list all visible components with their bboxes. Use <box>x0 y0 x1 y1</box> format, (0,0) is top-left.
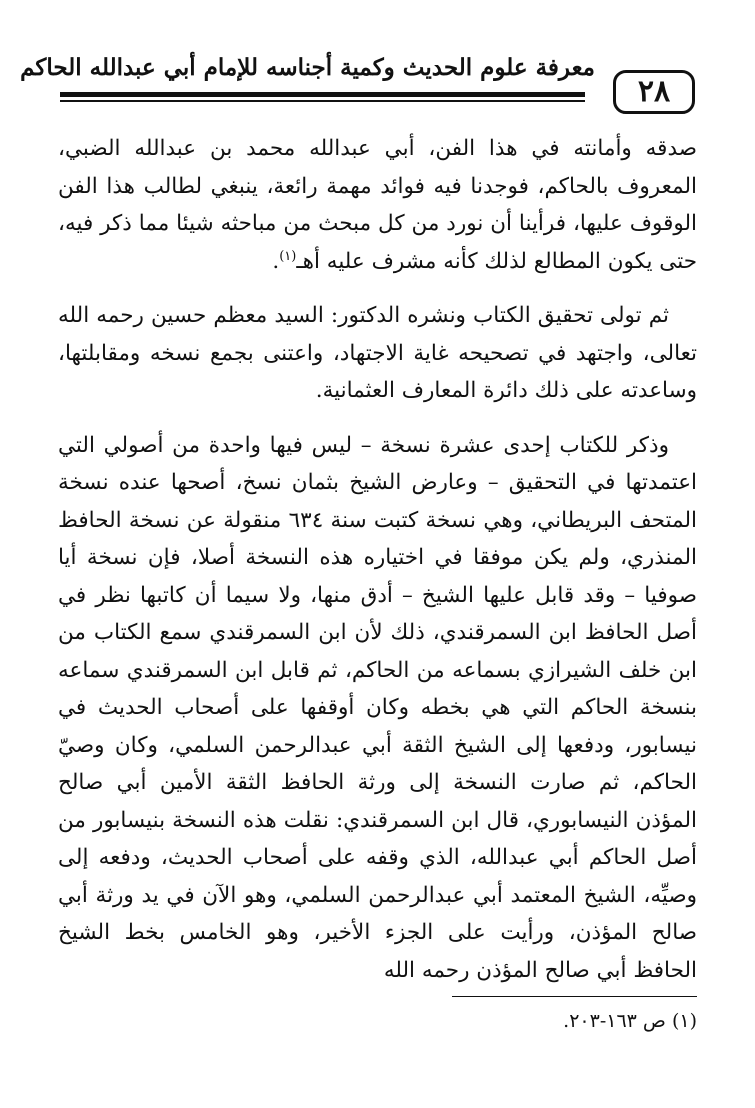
footnote-reference: (١) <box>279 248 297 264</box>
header-rule-thick <box>60 92 585 97</box>
footnote-1: (١) ص ١٦٣-٢٠٣. <box>563 1010 697 1032</box>
paragraph-1 <box>58 130 697 280</box>
main-text <box>58 130 697 989</box>
running-header-title: معرفة علوم الحديث وكمية أجناسه للإمام أبي عبدالله الحاكم <box>20 54 595 81</box>
page-number: ٢٨ <box>613 70 695 114</box>
paragraph-text: صدقه وأمانته في هذا الفن، أبي عبدالله محمد بن عبدالله الضبي، المعروف بالحاكم، فوجدنا فيه فوائد مهمة رائعة، ينبغي لطالب هذا الفن الوقوف عليها، فرأينا أن نورد من كل مبحث من مباحثه شيئا مما ذكر فيه، حتى يكون المطالع لذلك كأنه مشرف عليه أهـ <box>58 136 697 274</box>
paragraph-2: ثم تولى تحقيق الكتاب ونشره الدكتور: السيد معظم حسين رحمه الله تعالى، واجتهد في تصحيحه غاية الاجتهاد، واعتنى بجمع نسخه ومقابلتها، وساعدته على ذلك دائرة المعارف العثمانية. <box>58 303 697 403</box>
paragraph-3: وذكر للكتاب إحدى عشرة نسخة – ليس فيها واحدة من أصولي التي اعتمدتها في التحقيق – وعارض الشيخ بثمان نسخ، أصحها عنده نسخة المتحف البريطاني، وهي نسخة كتبت سنة ٦٣٤ منقولة عن نسخة الحافظ المنذري، ولم يكن موفقا في اختياره هذه النسخة أصلا، فإن نسخة أيا صوفيا – وقد قابل عليها الشيخ – أدق منها، ولا سيما أن كاتبها نظر في أصل الحافظ ابن السمرقندي، ذلك لأن ابن السمرقندي سمع الكتاب من ابن خلف الشيرازي بسماعه من الحاكم، ثم قابل ابن السمرقندي سماعه بنسخة الحاكم التي هي بخطه وكان أوقفها على أصحاب الحديث في نيسابور، ودفعها إلى الشيخ الثقة أبي عبدالرحمن السلمي، وكان وصيّ الحاكم، ثم صارت النسخة إلى ورثة الحافظ الثقة الأمين أبي صالح المؤذن النيسابوري، قال ابن السمرقندي: نقلت هذه النسخة بنيسابور من أصل الحاكم أبي عبدالله، الذي وقفه على أصحاب الحديث، ودفعه إلى وصيِّه، الشيخ المعتمد أبي عبدالرحمن السلمي، وهو الآن في يد ورثة أبي صالح المؤذن، ورأيت على الجزء الأخير، وهو الخامس بخط الشيخ الحافظ أبي صالح المؤذن رحمه الله <box>58 432 697 983</box>
header-rule-thin <box>60 100 585 102</box>
paragraph-end: . <box>272 248 280 274</box>
footnote-separator <box>452 996 697 997</box>
